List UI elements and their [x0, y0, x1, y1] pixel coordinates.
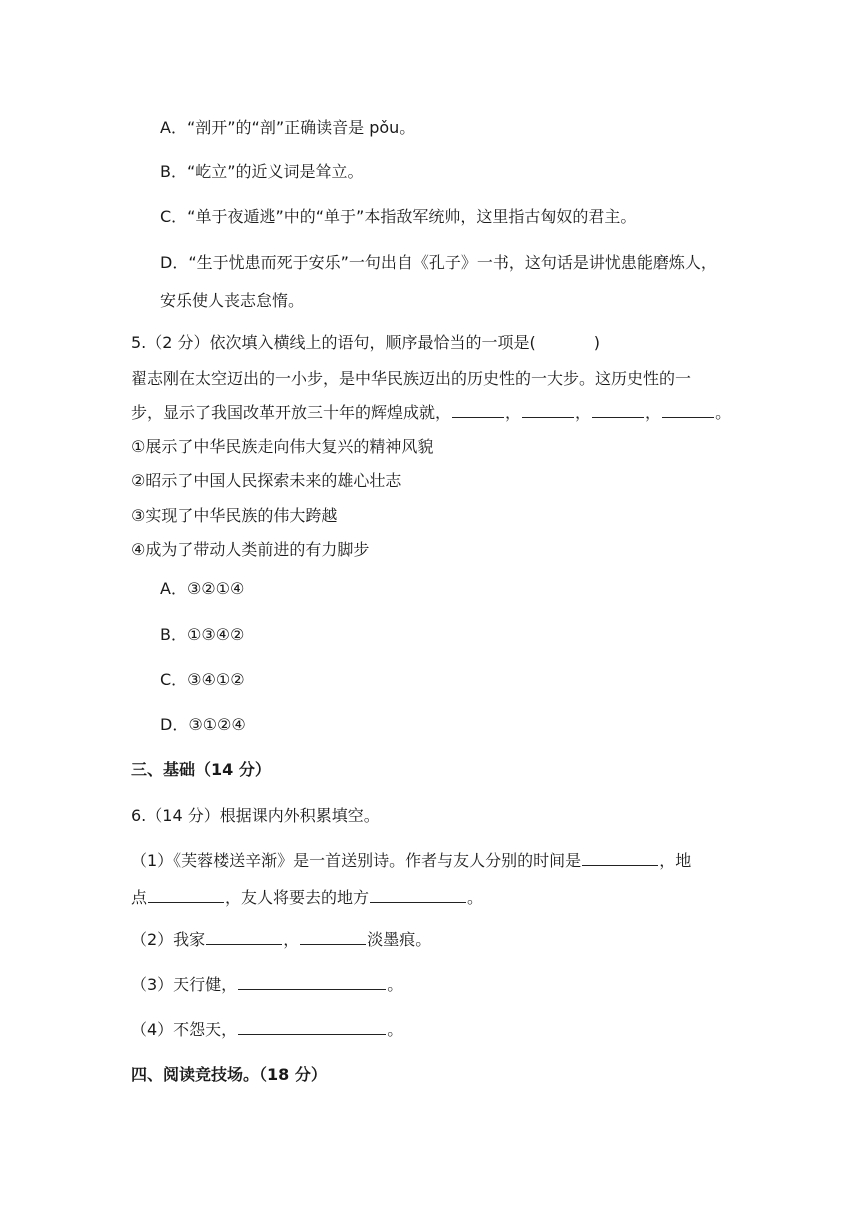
blank-p2-1 [206, 930, 282, 945]
q5-stem-close: ) [593, 333, 601, 352]
q6-part1-line2-end: 。 [467, 888, 484, 907]
q6-part4-pre: （4）不怨天， [131, 1020, 238, 1039]
q5-passage-line1: 翟志刚在太空迈出的一小步，是中华民族迈出的历史性的一大步。这历史性的一 [131, 369, 692, 388]
q5-option-b: B．①③④② [160, 625, 245, 644]
blank-p2-2 [300, 930, 366, 945]
q6-part3-pre: （3）天行健， [131, 975, 238, 994]
q6-part3-end: 。 [387, 975, 404, 994]
blank-1 [452, 403, 504, 418]
passage-end: 。 [715, 403, 732, 422]
q6-part2-end: 淡墨痕。 [367, 930, 432, 949]
q6-part4-end: 。 [387, 1020, 404, 1039]
blank-2 [522, 403, 574, 418]
q5-item-2: ②昭示了中国人民探索未来的雄心壮志 [131, 471, 402, 490]
sep-2: ， [575, 403, 592, 422]
q6-stem: 6.（14 分）根据课内外积累填空。 [131, 806, 380, 825]
q5-item-4: ④成为了带动人类前进的有力脚步 [131, 540, 370, 559]
q5-passage-line2 [131, 402, 731, 424]
q5-item-1: ①展示了中华民族走向伟大复兴的精神风貌 [131, 437, 434, 456]
blank-destination [370, 888, 466, 903]
q4-option-c: C．“单于夜遁逃”中的“单于”本指敌军统帅，这里指古匈奴的君主。 [160, 207, 637, 226]
q5-passage-line2-text: 步，显示了我国改革开放三十年的辉煌成就， [131, 403, 452, 422]
sep-3: ， [645, 403, 662, 422]
q6-part1-mid: ，地 [659, 851, 692, 870]
blank-place [148, 888, 224, 903]
q6-part1-line2-mid: ，友人将要去的地方 [225, 888, 370, 907]
q4-option-b: B．“屹立”的近义词是耸立。 [160, 162, 364, 181]
q4-option-a: A．“剖开”的“剖”正确读音是 pǒu。 [160, 118, 416, 137]
q6-part2-pre: （2）我家 [131, 930, 206, 949]
blank-time [582, 851, 658, 866]
sep-1: ， [505, 403, 522, 422]
q4-option-d-line1: D．“生于忧患而死于安乐”一句出自《孔子》一书，这句话是讲忧患能磨炼人， [160, 253, 717, 272]
blank-p3 [238, 975, 386, 990]
q6-part1-text: （1）《芙蓉楼送辛渐》是一首送别诗。作者与友人分别的时间是 [131, 851, 582, 870]
q5-stem [131, 332, 600, 354]
q4-option-d-line2: 安乐使人丧志怠惰。 [160, 291, 305, 310]
q6-part2 [131, 929, 431, 951]
q6-part4 [131, 1019, 403, 1041]
section-3-title: 三、基础（14 分） [131, 760, 271, 779]
blank-3 [592, 403, 644, 418]
q5-item-3: ③实现了中华民族的伟大跨越 [131, 506, 338, 525]
q5-option-a: A．③②①④ [160, 579, 245, 598]
blank-p4 [238, 1020, 386, 1035]
q5-option-d: D．③①②④ [160, 715, 246, 734]
q5-option-c: C．③④①② [160, 670, 245, 689]
q6-part1-line2-pre: 点 [131, 888, 148, 907]
section-4-title: 四、阅读竞技场。（18 分） [131, 1065, 327, 1084]
q6-part3 [131, 974, 403, 996]
q6-part2-mid: ， [283, 930, 300, 949]
q6-part1-line1 [131, 850, 691, 872]
q5-stem-text: 5.（2 分）依次填入横线上的语句，顺序最恰当的一项是( [131, 333, 536, 352]
blank-4 [662, 403, 714, 418]
q6-part1-line2 [131, 887, 483, 909]
